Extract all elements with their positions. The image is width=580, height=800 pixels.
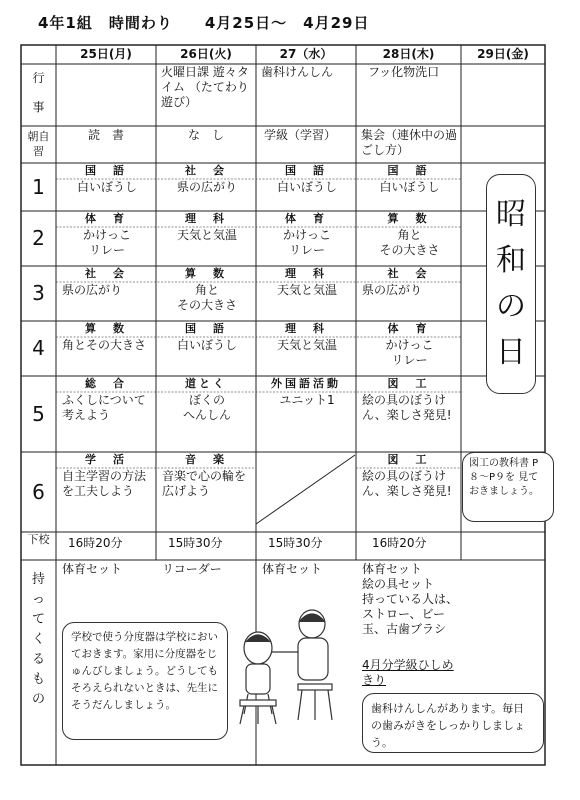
period-subject: 学 活 <box>85 453 127 466</box>
period-number: 2 <box>32 226 45 250</box>
dismissal-wed: 15時30分 <box>268 536 323 550</box>
period-subject: 外国語活動 <box>271 377 341 390</box>
period-number: 6 <box>32 480 45 504</box>
period-subject: 国 語 <box>185 322 227 335</box>
holiday-char: の <box>496 289 526 324</box>
row-label-events <box>21 66 56 124</box>
morning-thu: 集会（連休中の過ごし方） <box>361 128 458 157</box>
period-detail: 県の広がり <box>62 283 123 297</box>
dismissal-tue: 15時30分 <box>168 536 223 550</box>
period-subject: 理 科 <box>185 212 227 225</box>
holiday-char: 日 <box>496 335 526 370</box>
period-subject: 体 育 <box>387 322 430 335</box>
period-detail: 角と その大きさ <box>176 283 237 312</box>
day-header-thu: 28日(木) <box>382 47 435 61</box>
row-label-char: る <box>31 652 45 667</box>
bring-note: 4月分学級ひしめきり <box>362 658 454 687</box>
row-label-char: 事 <box>32 100 45 114</box>
period-subject: 算 数 <box>387 212 430 225</box>
period-detail: 県の広がり <box>176 180 237 194</box>
period-subject: 音 楽 <box>185 453 227 466</box>
period-detail: ふくしについて考えよう <box>62 393 146 422</box>
period-subject: 総 合 <box>85 377 127 390</box>
row-label-char: て <box>31 612 45 627</box>
period-subject: 理 科 <box>285 322 327 335</box>
row-label-char: の <box>31 692 45 707</box>
note-dental: 歯科けんしんがあります。毎日の歯みがきをしっかりしましょう。 <box>362 693 544 753</box>
row-label-char: 行 <box>32 71 45 85</box>
period-subject: 体 育 <box>85 212 127 225</box>
period-detail: 自主学習の方法を工夫しよう <box>62 469 147 498</box>
period-detail: 角と その大きさ <box>379 228 440 257</box>
period-number: 5 <box>32 402 45 426</box>
period-number: 1 <box>32 175 45 199</box>
note-protractor: 学校で使う分度器は学校においておきます。家用に分度器をじゅんびしましょう。どうしてもそろえられないときは、先生にそうだんしましょう。 <box>62 622 228 740</box>
period-detail: 白いぼうし <box>276 180 337 194</box>
row-label-char: 持 <box>31 572 45 587</box>
period-subject: 理 科 <box>285 267 327 280</box>
bring-thu: 体育セット 絵の具セット 持っている人は、ストロー、ビー玉、古歯ブラシ <box>362 562 458 636</box>
bring-mon: 体育セット <box>62 562 123 576</box>
period-detail <box>262 469 352 531</box>
row-label-morning: 朝自習 <box>27 130 50 158</box>
period-subject: 国 語 <box>387 164 430 177</box>
day-header-wed: 27（水） <box>279 47 333 61</box>
day-header-mon: 25日(月) <box>80 47 132 61</box>
period-subject: 体 育 <box>285 212 327 225</box>
row-label-bring <box>21 570 56 760</box>
row-label-char: く <box>31 632 45 647</box>
period-subject: 社 会 <box>85 267 127 280</box>
period-detail: 白いぼうし <box>176 338 237 352</box>
period-detail: 絵の具のぼうけん、楽しさ発見! <box>362 469 452 498</box>
note-art-textbook: 図工の教科書 P８～P９を 見ておきましょう。 <box>462 452 554 522</box>
bring-tue: リコーダー <box>162 562 222 576</box>
page-title: 4年1組 時間わり 4月25日～ 4月29日 <box>38 14 370 32</box>
dismissal-thu: 16時20分 <box>372 536 427 550</box>
period-detail: かけっこ リレー <box>282 228 331 257</box>
period-detail: 県の広がり <box>362 283 423 297</box>
dismissal-mon: 16時20分 <box>68 536 123 550</box>
morning-tue: な し <box>187 128 224 142</box>
period-detail: 絵の具のぼうけん、楽しさ発見! <box>362 393 452 422</box>
period-detail: かけっこ リレー <box>385 338 434 367</box>
morning-mon: 読 書 <box>87 128 124 142</box>
period-subject: 道とく <box>185 377 227 390</box>
row-label-dismissal: 下校 <box>27 533 50 546</box>
period-detail: 天気と気温 <box>176 228 237 242</box>
holiday-char: 昭 <box>496 197 526 232</box>
period-detail: ぼくの へんしん <box>182 393 231 422</box>
period-detail: 音楽で心の輪を広げよう <box>162 469 247 498</box>
period-number: 4 <box>32 336 45 360</box>
morning-wed: 学級（学習） <box>264 128 337 142</box>
bring-wed: 体育セット <box>262 562 323 576</box>
holiday-label <box>486 174 536 394</box>
period-subject: 算 数 <box>85 322 127 335</box>
period-detail: 白いぼうし <box>379 180 440 194</box>
holiday-char: 和 <box>496 243 526 278</box>
period-detail: かけっこ リレー <box>82 228 131 257</box>
period-subject: 図 工 <box>387 453 430 466</box>
period-subject: 国 語 <box>285 164 327 177</box>
row-label-char: っ <box>31 592 45 607</box>
period-number: 3 <box>32 281 45 305</box>
day-header-fri: 29日(金) <box>477 47 529 61</box>
event-wed: 歯科けんしん <box>261 65 334 79</box>
row-label-char: も <box>31 672 45 687</box>
period-detail: ユニット1 <box>279 393 335 407</box>
period-subject: 社 会 <box>387 267 430 280</box>
event-thu: フッ化物洗口 <box>368 65 440 79</box>
period-detail: 白いぼうし <box>76 180 137 194</box>
period-subject: 算 数 <box>185 267 227 280</box>
period-detail: 天気と気温 <box>276 283 337 297</box>
period-detail: 天気と気温 <box>276 338 337 352</box>
period-subject <box>256 453 356 468</box>
period-subject: 社 会 <box>185 164 227 177</box>
day-header-tue: 26日(火) <box>180 47 232 61</box>
period-subject: 国 語 <box>85 164 127 177</box>
dental-checkup-illustration <box>240 610 332 724</box>
period-detail: 角とその大きさ <box>62 338 147 352</box>
period-subject: 図 工 <box>387 377 430 390</box>
event-tue: 火曜日課 遊々タイム （たてわり遊び） <box>161 65 249 109</box>
